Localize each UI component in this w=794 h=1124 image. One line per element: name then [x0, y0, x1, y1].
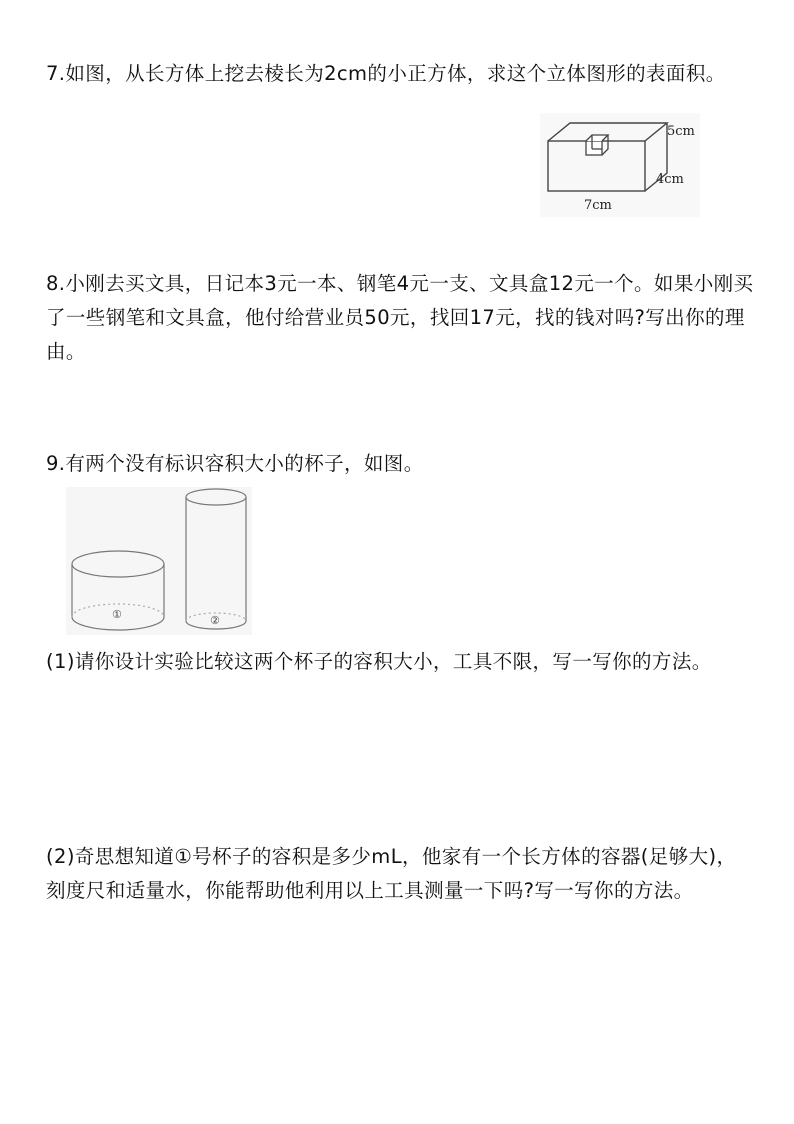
height-label: 5cm [667, 124, 695, 139]
question-7-text: 7.如图，从长方体上挖去棱长为2cm的小正方体，求这个立体图形的表面积。 [46, 62, 726, 85]
depth-label: 4cm [656, 172, 684, 187]
cups-figure [66, 487, 252, 635]
question-8-text: 8.小刚去买文具，日记本3元一本、钢笔4元一支、文具盒12元一个。如果小刚买了一些钢笔和文具盒，他付给营业员50元，找回17元，找的钱对吗?写出你的理由。 [46, 272, 754, 363]
question-9-part-2: (2)奇思想知道①号杯子的容积是多少mL，他家有一个长方体的容器(足够大)，刻度尺和适量水，你能帮助他利用以上工具测量一下吗?写一写你的方法。 [46, 845, 737, 902]
question-9-part-1: (1)请你设计实验比较这两个杯子的容积大小，工具不限，写一写你的方法。 [46, 650, 712, 673]
cup-2-label: ② [210, 614, 220, 627]
length-label: 7cm [584, 198, 612, 213]
cup-1-label: ① [112, 608, 122, 621]
cuboid-figure [540, 113, 700, 217]
question-9-text: 9.有两个没有标识容积大小的杯子，如图。 [46, 452, 424, 475]
